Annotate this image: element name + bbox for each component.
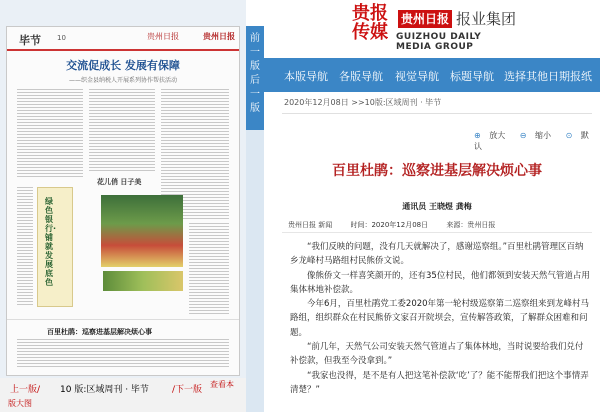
article-authors: 通讯员 王晓煜 龚梅 <box>402 202 472 211</box>
text-column <box>17 339 229 369</box>
breadcrumb-section[interactable]: 10版:区域周刊 · 毕节 <box>364 98 442 107</box>
meta-from: 来源：贵州日报 <box>446 221 496 229</box>
newspaper-panel <box>0 0 246 412</box>
logo-top: 贵报 <box>352 3 388 24</box>
zoom-in-button[interactable] <box>474 131 511 140</box>
divider <box>282 232 592 233</box>
meta-source: 贵州日报 新闻 <box>288 221 333 229</box>
default-size-label: 默认 <box>474 131 589 151</box>
paper-bottom-headline[interactable]: 百里杜鹃：巡察进基层解决烦心事 <box>47 327 152 336</box>
text-column <box>17 89 83 179</box>
zoom-out-label: 缩小 <box>535 131 552 140</box>
article-body <box>290 240 590 397</box>
divider <box>7 319 239 320</box>
tab-char: 一 <box>250 89 260 100</box>
paper-header <box>7 27 239 51</box>
logo-english: GUIZHOU DAILY MEDIA GROUP <box>396 32 482 52</box>
page-nav-bar <box>0 378 246 412</box>
view-page-image-link-2[interactable]: 版大图 <box>8 399 32 408</box>
menu-select-date[interactable]: 选择其他日期报纸 <box>504 70 592 83</box>
menu-visual-nav[interactable]: 视觉导航 <box>395 70 439 83</box>
logo-bottom: 传媒 <box>352 22 388 43</box>
tab-rail <box>246 130 264 412</box>
article-paragraph: 今年6月，百里杜鹃党工委2020年第一轮村级巡察第二巡察组来到龙峰村马路组，组织群众在村民熊侨文家召开院坝会，宣传解答政策，了解群众困难和问题。 <box>290 299 590 338</box>
main-menu <box>264 58 600 92</box>
breadcrumb-separator: >> <box>348 98 365 107</box>
edition-number: 10 <box>57 34 66 42</box>
paper-masthead-left: 贵州日报 <box>147 32 179 41</box>
edition-name: 毕节 <box>19 34 41 47</box>
breadcrumb-date[interactable]: 2020年12月08日 <box>284 98 349 107</box>
site-logo[interactable] <box>352 4 518 50</box>
paper-headline[interactable]: 交流促成长 发展有保障 <box>66 59 180 72</box>
page-nav-title: 10 版:区域周刊 · 毕节 <box>60 385 149 395</box>
tab-char: 一 <box>250 47 260 58</box>
article-title: 百里杜鹃：巡察进基层解决烦心事 <box>332 163 542 179</box>
paper-subheadline: ——织金县纳税人开展系列协作帮扶活动 <box>68 77 177 84</box>
next-page-link[interactable]: /下一版 <box>172 385 203 395</box>
side-article-title: 绿色银行·铺就发展底色 <box>45 197 57 287</box>
menu-all-pages-nav[interactable]: 各版导航 <box>339 70 383 83</box>
minus-icon: ⊖ <box>519 131 527 140</box>
article-meta <box>288 220 511 230</box>
flower-photo <box>101 195 183 267</box>
divider <box>282 113 592 114</box>
menu-title-nav[interactable]: 标题导航 <box>450 70 494 83</box>
photo-caption: 花儿俏 日子美 <box>97 178 142 186</box>
prev-next-page-tab[interactable] <box>246 26 264 130</box>
menu-page-nav[interactable]: 本版导航 <box>284 70 328 83</box>
breadcrumb <box>284 97 441 108</box>
tab-char: 后 <box>250 75 260 86</box>
tab-char: 前 <box>250 33 260 44</box>
meta-time: 时间：2020年12月08日 <box>350 221 429 229</box>
font-size-tools <box>474 130 600 152</box>
logo-group-text: 报业集团 <box>456 10 517 28</box>
article-paragraph: “我家也没得，是不是有人把这笔补偿款‘吃’了？能不能帮我们把这个事情弄清楚？” <box>290 370 589 395</box>
flower-photo-strip <box>103 271 183 291</box>
text-column <box>17 187 33 307</box>
article-paragraph: 像熊侨文一样喜笑颜开的，还有35位村民，他们都领到安装天然气管道占用集体林地补偿款。 <box>290 270 590 295</box>
reset-icon: ⊙ <box>565 131 573 140</box>
text-column <box>89 89 155 171</box>
text-column <box>189 223 229 315</box>
tab-char: 版 <box>250 61 260 72</box>
tab-char: 版 <box>250 103 260 114</box>
logo-mark <box>352 4 392 42</box>
zoom-in-label: 放大 <box>489 131 506 140</box>
view-page-image-link[interactable]: 查看本 <box>210 380 234 389</box>
plus-icon: ⊕ <box>474 131 481 140</box>
prev-page-link[interactable]: 上一版/ <box>10 385 41 395</box>
article-paragraph: “前几年，天然气公司安装天然气管道占了集体林地，当时说要给我们兑付补偿款，但我至今没拿到。” <box>290 342 584 367</box>
zoom-out-button[interactable] <box>520 131 557 140</box>
newspaper-page-image[interactable] <box>6 26 240 376</box>
article-paragraph: “我们反映的问题，没有几天就解决了，感谢巡察组。”百里杜鹃管理区百纳乡龙峰村马路组村民熊侨文说。 <box>290 242 584 267</box>
paper-masthead-right: 贵州日报 <box>203 32 235 41</box>
logo-red-box: 贵州日报 <box>398 10 452 28</box>
